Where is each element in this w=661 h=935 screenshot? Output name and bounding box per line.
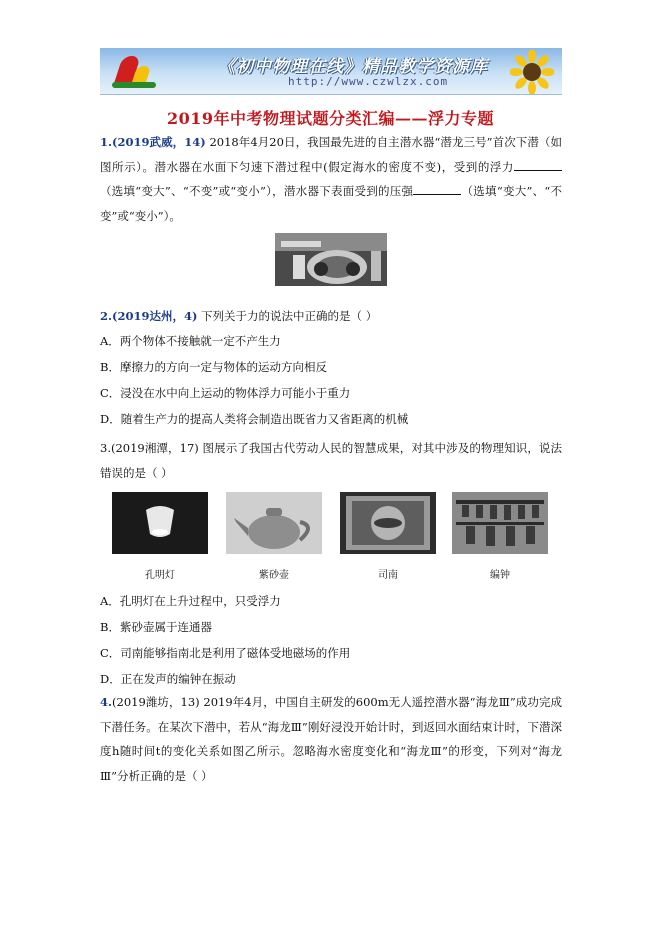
header-banner xyxy=(100,48,562,95)
option-c[interactable]: C．司南能够指南北是利用了磁体受地磁场的作用 xyxy=(100,646,351,660)
teapot-photo xyxy=(226,492,322,554)
question-number: 3. xyxy=(100,441,111,455)
question-3 xyxy=(100,436,562,485)
kongming-lantern-photo xyxy=(112,492,208,554)
question-source: (2019武威，14) xyxy=(112,135,206,149)
answer-blank[interactable] xyxy=(413,182,461,195)
question-source: (2019潍坊，13) xyxy=(112,695,200,709)
sunflower-icon xyxy=(510,50,554,94)
sinan-compass-photo xyxy=(340,492,436,554)
bianzhong-bells-photo xyxy=(452,492,548,554)
option-c[interactable]: C．浸没在水中向上运动的物体浮力可能小于重力 xyxy=(100,386,351,400)
caption-teapot: 紫砂壶 xyxy=(259,570,289,581)
caption-sinan: 司南 xyxy=(378,570,398,581)
banner-title: 《初中物理在线》精品教学资源库 xyxy=(218,57,488,77)
question-text: 2019年4月，中国自主研发的600m无人遥控潜水器“海龙Ⅲ”成功完成下潜任务。在某次下潜中，若从“海龙Ⅲ”刚好浸没开始计时，到返回水面结束计时，下潜深度h随时间t的变化关系如图乙所示。忽略海水密度变化和“海龙Ⅲ”的形变，下列对“海龙Ⅲ”分析正确的是（ ） xyxy=(100,695,563,783)
answer-blank[interactable] xyxy=(514,158,562,171)
question-text: 下列关于力的说法中正确的是（ ） xyxy=(201,309,378,323)
question-source: (2019达州，4) xyxy=(112,309,198,323)
question-1 xyxy=(100,130,562,228)
option-a[interactable]: A．孔明灯在上升过程中，只受浮力 xyxy=(100,594,281,608)
option-d[interactable]: D．随着生产力的提高人类将会制造出既省力又省距离的机械 xyxy=(100,412,409,426)
question-number: 2. xyxy=(100,309,113,323)
question-text: 2018年4月20日，我国最先进的自主潜水器“潜龙三号”首次下潜（如图所示）。潜水器在水面下匀速下潜过程中(假定海水的密度不变)，受到的浮力 xyxy=(100,135,562,174)
question-text: （选填“变大”、“不变”或“变小”）。 xyxy=(100,184,563,223)
question-4 xyxy=(100,690,562,788)
option-b[interactable]: B．摩擦力的方向一定与物体的运动方向相反 xyxy=(100,360,327,374)
logo-base xyxy=(112,82,156,88)
option-a[interactable]: A．两个物体不接触就一定不产生力 xyxy=(100,334,281,348)
caption-kongming: 孔明灯 xyxy=(145,570,175,581)
question-number: 1. xyxy=(100,135,113,149)
banner-url[interactable]: http://www.czwlzx.com xyxy=(288,75,449,88)
question-number: 4. xyxy=(100,695,113,709)
question-text: 图展示了我国古代劳动人民的智慧成果，对其中涉及的物理知识，说法错误的是（ ） xyxy=(100,441,563,480)
question-text: （选填“变大”、“不变”或“变小”），潜水器下表面受到的压强 xyxy=(100,184,414,198)
caption-bianzhong: 编钟 xyxy=(490,570,510,581)
document-title: 2019年中考物理试题分类汇编——浮力专题 xyxy=(166,109,495,128)
question-2 xyxy=(100,304,562,329)
option-d[interactable]: D．正在发声的编钟在振动 xyxy=(100,672,236,686)
option-b[interactable]: B．紫砂壶属于连通器 xyxy=(100,620,212,634)
submersible-photo xyxy=(275,233,387,286)
question-source: (2019湘潭，17) xyxy=(110,441,199,455)
